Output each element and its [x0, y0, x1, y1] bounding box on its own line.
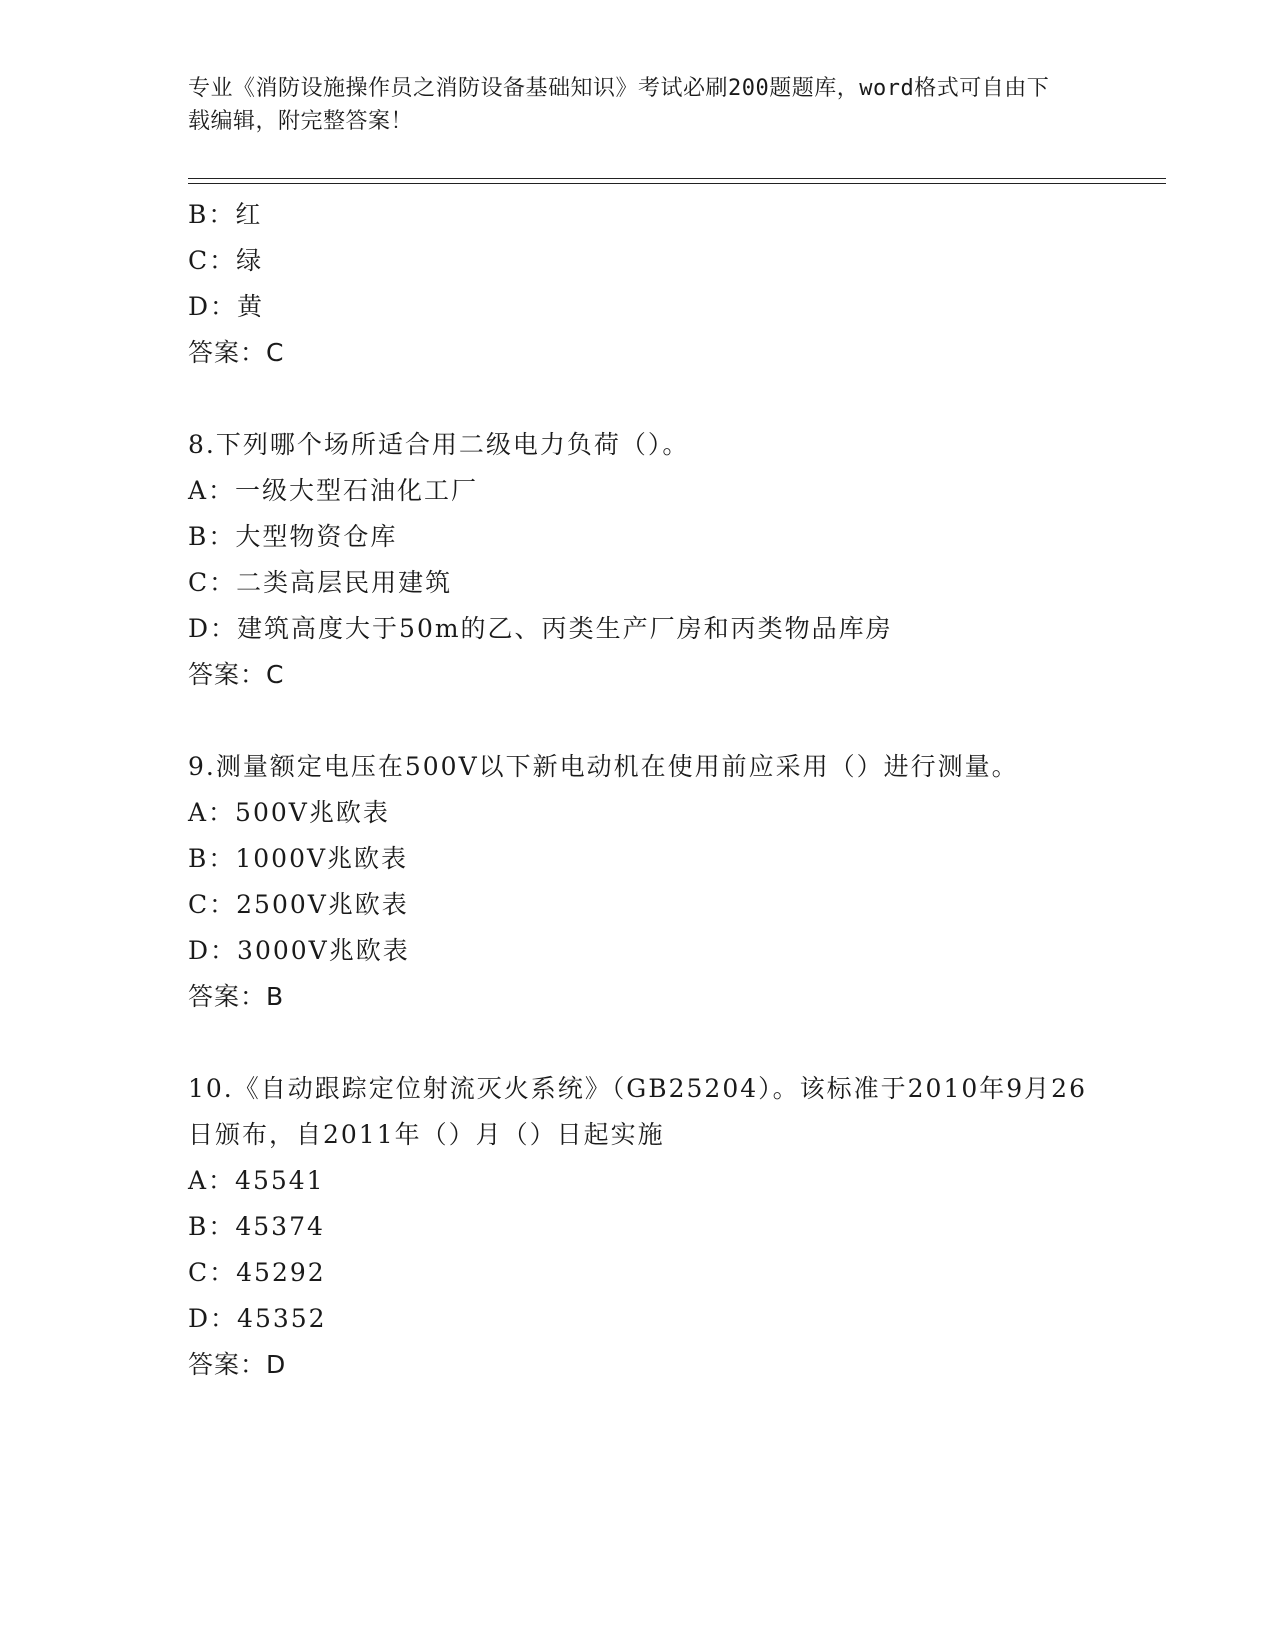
- header-rule-top: [188, 178, 1166, 179]
- header-rule-bottom: [188, 183, 1166, 184]
- option-b: B：大型物资仓库: [188, 522, 398, 551]
- option-a: A：一级大型石油化工厂: [188, 476, 479, 505]
- answer: 答案：C: [188, 660, 285, 689]
- option-c: C：45292: [188, 1258, 326, 1287]
- option-a: A：45541: [188, 1166, 325, 1195]
- option-d: D：建筑高度大于50m的乙、丙类生产厂房和丙类物品库房: [188, 614, 893, 643]
- option-d: D：黄: [188, 292, 265, 321]
- continued-question: [188, 192, 1148, 376]
- question-stem: 8.下列哪个场所适合用二级电力负荷（）。: [188, 430, 690, 459]
- option-c: C：2500V兆欧表: [188, 890, 409, 919]
- option-d: D：45352: [188, 1304, 327, 1333]
- answer: 答案：D: [188, 1350, 287, 1379]
- question-10: [188, 1066, 1148, 1388]
- page-header: 专业《消防设施操作员之消防设备基础知识》考试必刷200题题库，word格式可自由下载编辑，附完整答案！: [188, 76, 1050, 134]
- option-b: B：45374: [188, 1212, 325, 1241]
- question-8: [188, 422, 1148, 698]
- question-stem: 9.测量额定电压在500V以下新电动机在使用前应采用（）进行测量。: [188, 752, 1019, 781]
- option-c: C：绿: [188, 246, 264, 275]
- question-stem: 10.《自动跟踪定位射流灭火系统》（GB25204）。该标准于2010年9月26日颁布，自2011年（）月（）日起实施: [188, 1074, 1087, 1149]
- question-9: [188, 744, 1148, 1020]
- answer: 答案：B: [188, 982, 285, 1011]
- option-a: A：500V兆欧表: [188, 798, 390, 827]
- option-d: D：3000V兆欧表: [188, 936, 410, 965]
- option-c: C：二类高层民用建筑: [188, 568, 453, 597]
- option-b: B：1000V兆欧表: [188, 844, 409, 873]
- document-body: [188, 192, 1148, 1388]
- option-b: B：红: [188, 200, 263, 229]
- answer: 答案：C: [188, 338, 285, 367]
